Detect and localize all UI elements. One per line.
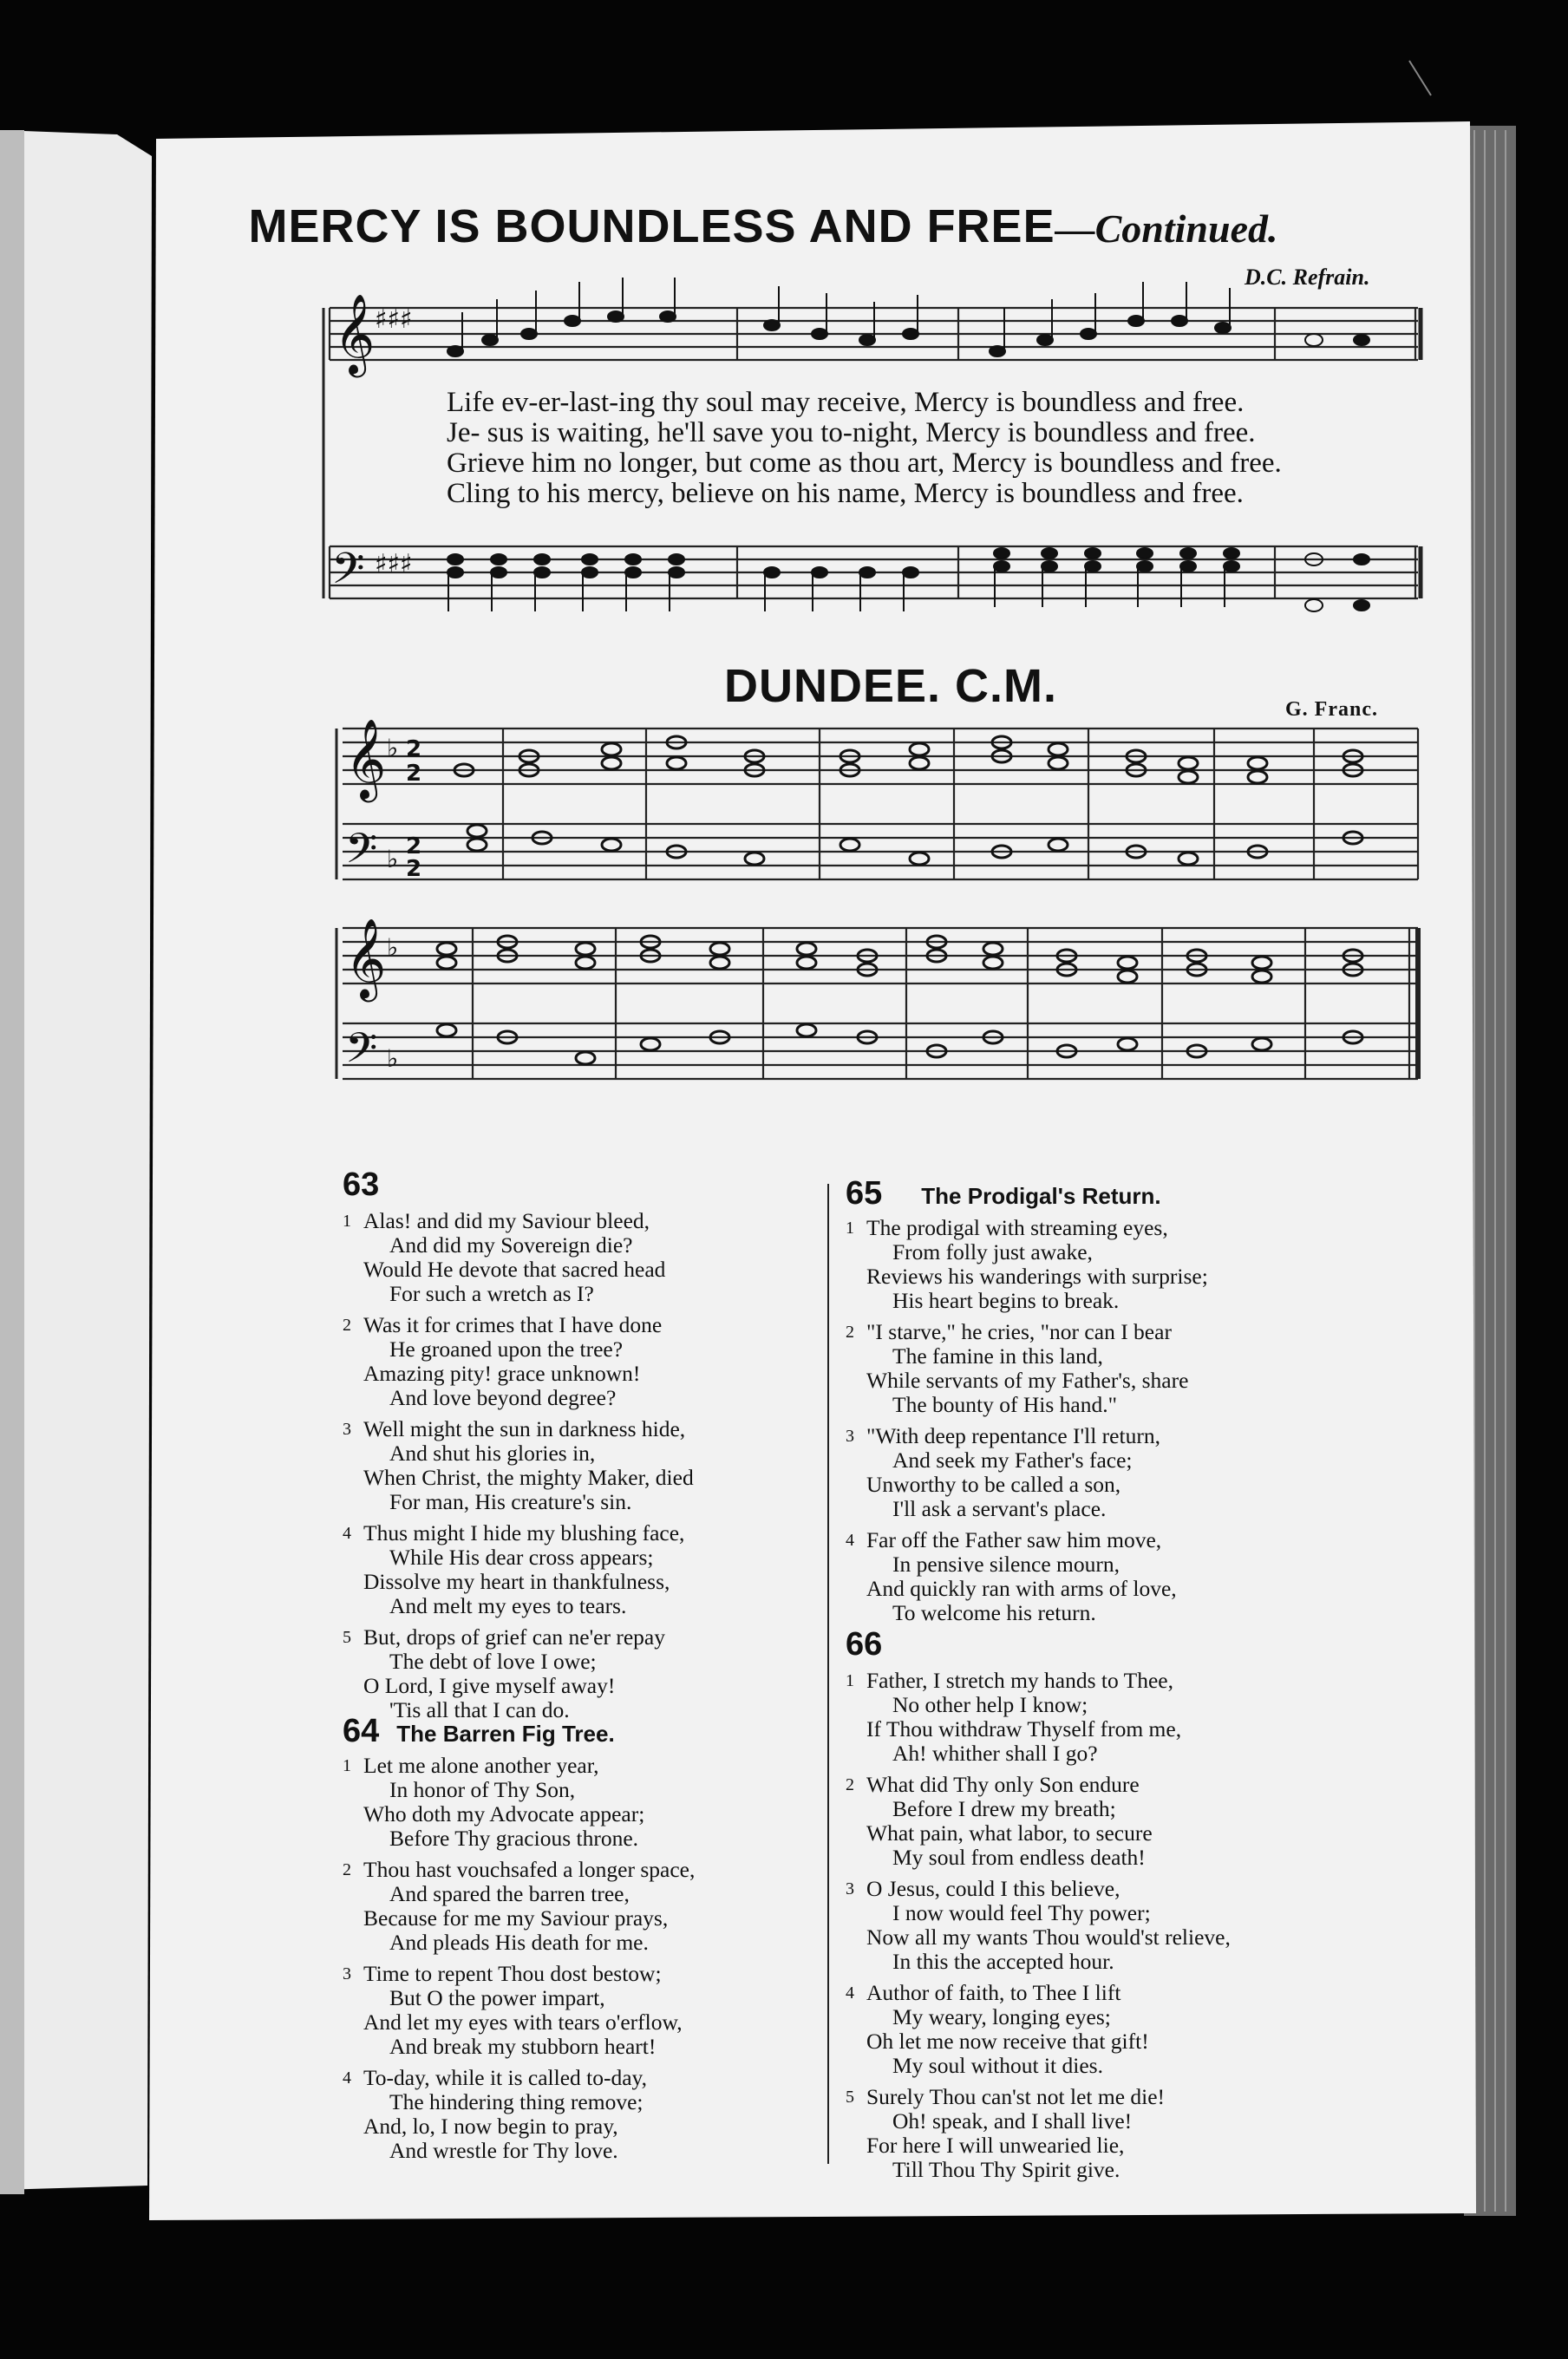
stanza-line: The prodigal with streaming eyes,: [866, 1215, 1168, 1240]
stanza-number: 1: [343, 1756, 351, 1775]
stanza-line: Far off the Father saw him move,: [866, 1527, 1162, 1552]
stanza-line: My weary, longing eyes;: [892, 2004, 1111, 2029]
stanza-line: I now would feel Thy power;: [892, 1900, 1151, 1925]
stanza-number: 1: [343, 1212, 351, 1231]
svg-text:2: 2: [406, 856, 422, 882]
stanza-line: And seek my Father's face;: [892, 1447, 1133, 1473]
song-title-text: MERCY IS BOUNDLESS AND FREE: [248, 200, 1055, 252]
stanza-line: And did my Sovereign die?: [389, 1232, 633, 1258]
hymn-64: [343, 1713, 828, 2170]
stanza-number: 5: [846, 2088, 854, 2107]
stanza: [846, 2085, 1470, 2182]
hymn-66: [846, 1626, 1470, 2189]
stanza-line: O Jesus, could I this believe,: [866, 1876, 1120, 1901]
svg-text:𝄢: 𝄢: [345, 824, 378, 883]
stanza: [343, 1754, 828, 1851]
stanza-number: 4: [846, 1983, 854, 2003]
stanza-line: To welcome his return.: [892, 1600, 1096, 1625]
stanza-number: 3: [846, 1879, 854, 1898]
stanza-line: Oh! speak, and I shall live!: [892, 2108, 1133, 2134]
stanza-line: Reviews his wanderings with surprise;: [866, 1264, 1208, 1289]
stanza-line: "I starve," he cries, "nor can I bear: [866, 1319, 1172, 1344]
stanza-line: And quickly ran with arms of love,: [866, 1576, 1177, 1601]
stanza: [343, 1313, 828, 1410]
stanza-line: Thou hast vouchsafed a longer space,: [363, 1857, 696, 1882]
svg-text:♭: ♭: [387, 1044, 399, 1073]
svg-text:2: 2: [406, 761, 422, 787]
stanza-line: What pain, what labor, to secure: [866, 1820, 1153, 1846]
stanza-line: Was it for crimes that I have done: [363, 1312, 663, 1337]
composer-credit: G. Franc.: [1285, 698, 1378, 721]
stanza-line: For such a wretch as I?: [389, 1281, 594, 1306]
stanza-line: Dissolve my heart in thankfulness,: [363, 1569, 670, 1594]
stanza-line: While servants of my Father's, share: [866, 1368, 1189, 1393]
stanza-line: And melt my eyes to tears.: [389, 1593, 627, 1618]
stanza: [846, 1528, 1470, 1625]
stanza-line: The debt of love I owe;: [389, 1649, 597, 1674]
lyric-line-3: Grieve him no longer, but come as thou art, Mercy is boundless and free.: [447, 448, 1282, 479]
stanza-number: 1: [846, 1219, 854, 1238]
stanza-line: O Lord, I give myself away!: [363, 1673, 616, 1698]
stanza: [846, 1773, 1470, 1870]
stanza-line: My soul without it dies.: [892, 2053, 1103, 2078]
stanza-line: Thus might I hide my blushing face,: [363, 1520, 685, 1545]
svg-text:𝄞: 𝄞: [345, 918, 387, 998]
stanza: [846, 1216, 1470, 1313]
stanza-line: Till Thou Thy Spirit give.: [892, 2157, 1120, 2182]
hymn-number: 63: [343, 1166, 380, 1203]
lyric-line-4: Cling to his mercy, believe on his name, Mercy is boundless and free.: [447, 478, 1244, 509]
stanza: [343, 1962, 828, 2059]
stanza-line: From folly just awake,: [892, 1239, 1093, 1264]
stanza-number: 1: [846, 1671, 854, 1690]
stanza-line: The famine in this land,: [892, 1343, 1103, 1369]
stanza-line: He groaned upon the tree?: [389, 1336, 624, 1362]
svg-text:♭: ♭: [387, 734, 399, 762]
stanza-line: Amazing pity! grace unknown!: [363, 1361, 641, 1386]
stanza-line: But O the power impart,: [389, 1985, 605, 2010]
stanza-line: While His dear cross appears;: [389, 1545, 654, 1570]
dc-refrain-direction: D.C. Refrain.: [1245, 265, 1370, 290]
stanza-line: I'll ask a servant's place.: [892, 1496, 1107, 1521]
stanza-line: Because for me my Saviour prays,: [363, 1905, 669, 1931]
stanza-line: And let my eyes with tears o'erflow,: [363, 2009, 683, 2035]
stanza-line: Time to repent Thou dost bestow;: [363, 1961, 662, 1986]
stanza-line: In this the accepted hour.: [892, 1949, 1114, 1974]
stanza-line: To-day, while it is called to-day,: [363, 2065, 648, 2090]
svg-text:2: 2: [406, 833, 422, 859]
hymn-title: The Barren Fig Tree.: [396, 1721, 615, 1747]
stanza-line: Well might the sun in darkness hide,: [363, 1416, 686, 1441]
stanza-line: And pleads His death for me.: [389, 1930, 649, 1955]
hymn-63: [343, 1166, 828, 1729]
stanza-number: 4: [846, 1531, 854, 1550]
hymn-title: The Prodigal's Return.: [921, 1183, 1161, 1209]
stanza-line: Father, I stretch my hands to Thee,: [866, 1668, 1173, 1693]
stanza-line: 'Tis all that I can do.: [389, 1697, 570, 1722]
stanza-line: When Christ, the mighty Maker, died: [363, 1465, 694, 1490]
stanza-line: What did Thy only Son endure: [866, 1772, 1140, 1797]
stanza-line: And love beyond degree?: [389, 1385, 617, 1410]
hymn-header: [343, 1713, 828, 1750]
hymn-header: [846, 1175, 1470, 1212]
stanza: [343, 1521, 828, 1618]
stanza-line: But, drops of grief can ne'er repay: [363, 1624, 665, 1650]
lyric-line-2: Je- sus is waiting, he'll save you to-night, Mercy is boundless and free.: [447, 417, 1256, 448]
hymnal-page: [147, 139, 1474, 2220]
stanza: [846, 1981, 1470, 2078]
stanza-line: Author of faith, to Thee I lift: [866, 1980, 1121, 2005]
stanza-line: The hindering thing remove;: [389, 2089, 644, 2114]
svg-text:♭: ♭: [387, 933, 399, 962]
continued-label: —Continued.: [1055, 206, 1278, 251]
stanza-line: Surely Thou can'st not let me die!: [866, 2084, 1166, 2109]
stanza: [846, 1877, 1470, 1974]
stanza-line: Now all my wants Thou would'st relieve,: [866, 1924, 1231, 1950]
stanza-line: Who doth my Advocate appear;: [363, 1801, 645, 1826]
svg-text:♯♯♯: ♯♯♯: [375, 304, 413, 335]
stanza-line: Unworthy to be called a son,: [866, 1472, 1121, 1497]
stanza-number: 2: [343, 1316, 351, 1335]
stanza-number: 2: [343, 1860, 351, 1879]
stanza-line: No other help I know;: [892, 1692, 1088, 1717]
stanza-line: "With deep repentance I'll return,: [866, 1423, 1160, 1448]
stanza-line: Would He devote that sacred head: [363, 1257, 666, 1282]
stanza-line: For man, His creature's sin.: [389, 1489, 632, 1514]
stanza-line: If Thou withdraw Thyself from me,: [866, 1716, 1182, 1741]
svg-text:𝄢: 𝄢: [345, 1023, 378, 1082]
stanza: [846, 1320, 1470, 1417]
svg-text:♯♯♯: ♯♯♯: [375, 549, 413, 579]
svg-text:2: 2: [406, 736, 422, 762]
stanza: [343, 2066, 828, 2163]
stanza: [343, 1858, 828, 1955]
stanza-number: 4: [343, 2068, 351, 2088]
stanza-line: Before I drew my breath;: [892, 1796, 1116, 1821]
stanza-number: 2: [846, 1323, 854, 1342]
stanza: [343, 1625, 828, 1722]
stanza-line: Oh let me now receive that gift!: [866, 2029, 1149, 2054]
stanza-line: And spared the barren tree,: [389, 1881, 630, 1906]
stanza-number: 3: [343, 1964, 351, 1983]
svg-text:𝄞: 𝄞: [334, 293, 376, 374]
stanza: [846, 1424, 1470, 1521]
stanza-line: Alas! and did my Saviour bleed,: [363, 1208, 650, 1233]
stanza: [343, 1417, 828, 1514]
stanza: [846, 1669, 1470, 1766]
lyric-line-1: Life ev-er-last-ing thy soul may receive, Mercy is boundless and free.: [447, 387, 1245, 418]
stanza-line: The bounty of His hand.": [892, 1392, 1117, 1417]
stanza-line: My soul from endless death!: [892, 1845, 1146, 1870]
hymn-number: 66: [846, 1626, 883, 1663]
stanza: [343, 1209, 828, 1306]
stanza-line: Ah! whither shall I go?: [892, 1741, 1098, 1766]
dundee-title: DUNDEE. C.M.: [724, 660, 1058, 712]
stanza-line: For here I will unwearied lie,: [866, 2133, 1125, 2158]
stanza-number: 5: [343, 1628, 351, 1647]
stanza-number: 4: [343, 1524, 351, 1543]
hymn-65: [846, 1175, 1470, 1632]
stanza-line: His heart begins to break.: [892, 1288, 1120, 1313]
stanza-line: And shut his glories in,: [389, 1441, 596, 1466]
stanza-number: 3: [343, 1420, 351, 1439]
hymn-number: 64: [343, 1713, 380, 1749]
stanza-line: Let me alone another year,: [363, 1753, 599, 1778]
svg-text:♭: ♭: [387, 845, 399, 873]
stanza-number: 3: [846, 1427, 854, 1446]
svg-text:𝄢: 𝄢: [331, 544, 365, 604]
hymn-number: 65: [846, 1175, 883, 1212]
svg-text:𝄞: 𝄞: [345, 718, 387, 799]
stanza-line: And break my stubborn heart!: [389, 2034, 657, 2059]
stanza-line: And, lo, I now begin to pray,: [363, 2114, 618, 2139]
stanza-line: In honor of Thy Son,: [389, 1777, 576, 1802]
stanza-line: In pensive silence mourn,: [892, 1552, 1120, 1577]
stanza-line: And wrestle for Thy love.: [389, 2138, 618, 2163]
stanza-number: 2: [846, 1775, 854, 1794]
stanza-line: Before Thy gracious throne.: [389, 1826, 639, 1851]
